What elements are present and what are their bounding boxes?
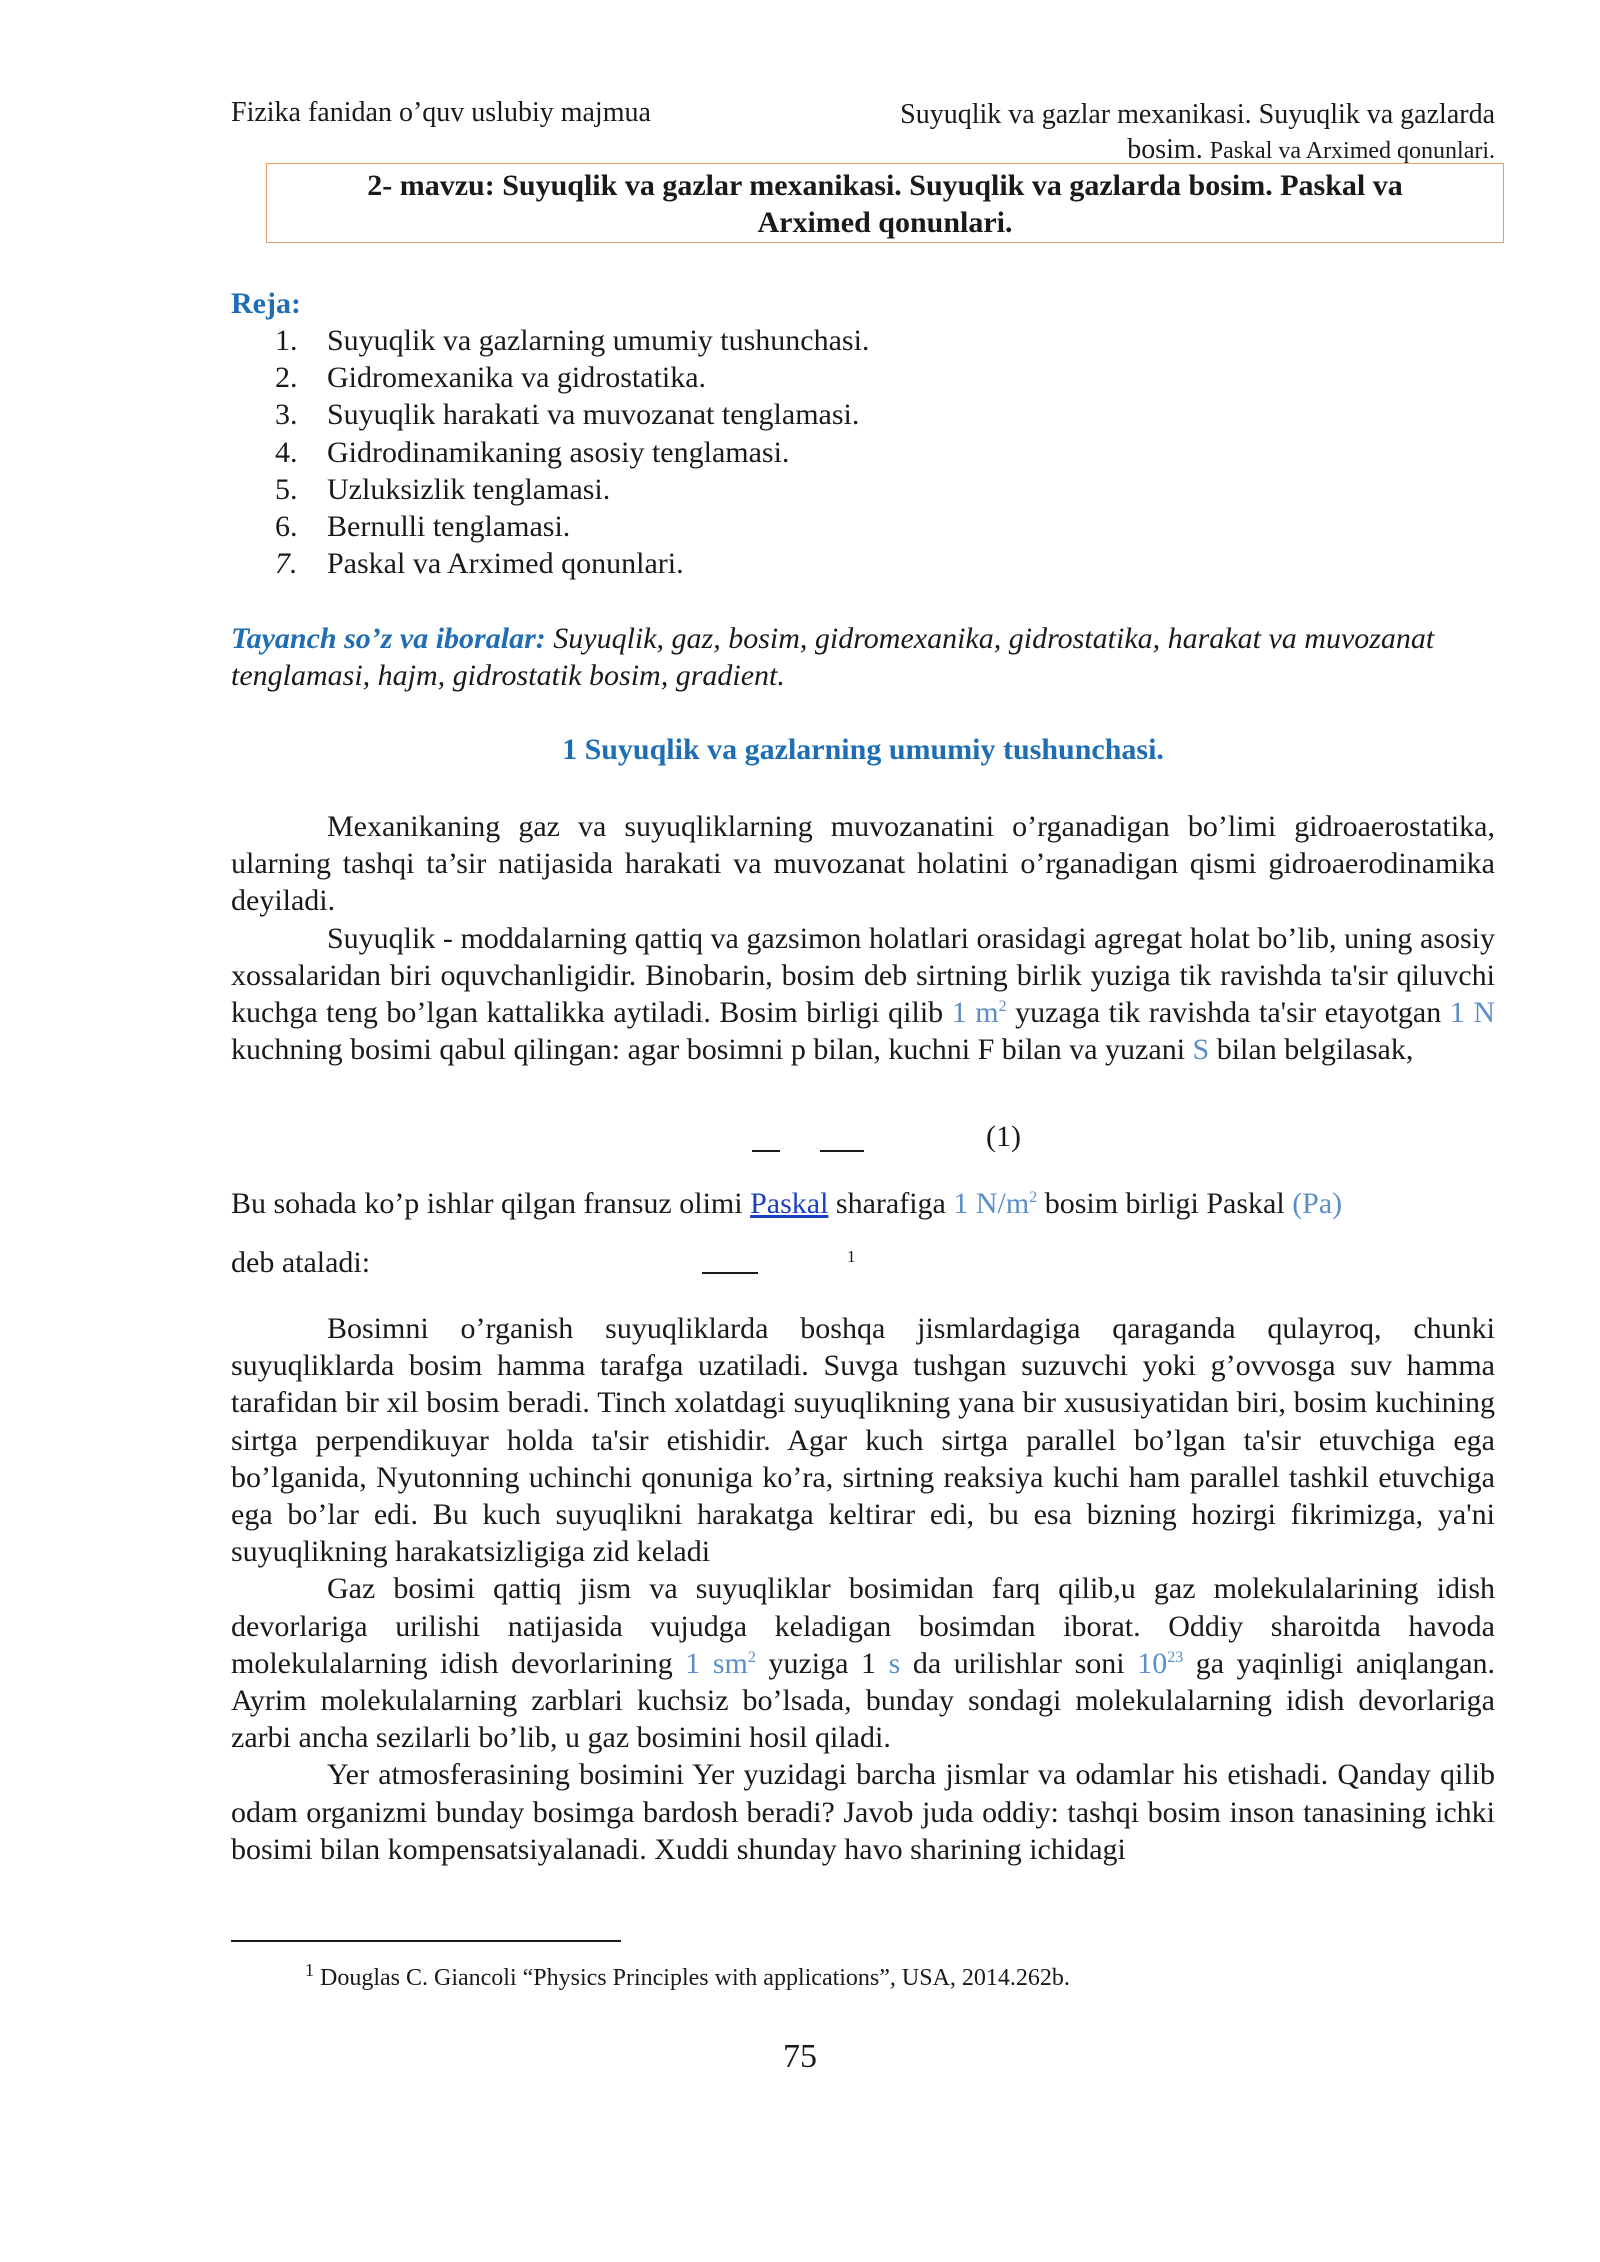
section-title: 1 Suyuqlik va gazlarning umumiy tushunchasi. — [562, 733, 1164, 766]
plan-label: Reja: — [231, 287, 301, 320]
plan-item: 6. Bernulli tenglamasi. — [275, 510, 571, 544]
body-block-1 — [231, 808, 1495, 1068]
equation-dash — [820, 1150, 864, 1152]
topic-title-line1: 2- mavzu: Suyuqlik va gazlar mexanikasi. Suyuqlik va gazlarda bosim. Paskal va — [367, 169, 1403, 202]
paragraph: Bosimni o’rganish suyuqliklarda boshqa jismlardagiga qaraganda qulayroq, chunki suyuqliklarda bosim hamma tarafga uzatiladi. Suvga tushgan suzuvchi yoki g’ovvosga suv hamma tarafidan bir xil bosim beradi. Tinch xolatdagi suyuqlikning yana bir xususiyatidan biri, bosim kuchining sirtga perpendikuyar holda ta'sir etishidir. Agar kuch sirtga parallel bo’lgan ta'sir etuvchiga ega bo’lganida, Nyutonning uchinchi qonuniga ko’ra, sirtning reaksiya kuchi ham parallel tashkil etuvchiga ega bo’lar edi. Bu kuch suyuqlikni harakatga keltirar edi, bu esa bizning hozirgi fikrimizga, ya'ni suyuqlikning harakatsizligiga zid keladi — [231, 1312, 1495, 1569]
footnote-separator — [231, 1940, 621, 1942]
header-right — [795, 97, 1495, 169]
paragraph: Yer atmosferasining bosimini Yer yuzidagi barcha jismlar va odamlar his etishadi. Qanday qilib odam organizmi bunday bosimga bardosh beradi? Javob juda oddiy: tashqi bosim inson tanasining ichki bosimi bilan kompensatsiyalanadi. Xuddi shunday havo sharining ichidagi — [231, 1758, 1495, 1866]
deb-ataladi-line: deb ataladi: — [231, 1246, 371, 1279]
equation-dash — [702, 1272, 758, 1274]
paragraph: Suyuqlik - moddalarning qattiq va gazsimon holatlari orasidagi agregat holat bo’lib, uning asosiy xossalaridan biri oquvchanligidir. Binobarin, bosim deb sirtning birlik yuziga tik ravishda ta'sir qiluvchi kuchga teng bo’lgan kattalikka aytiladi. Bosim birligi qilib 1 $m^2$ yuzaga tik ravishda ta'sir etayotgan 1 N kuchning bosimi qabul qilingan: agar bosimni p bilan, kuchni F bilan va yuzani S bilan belgilasak, — [231, 921, 1496, 1067]
plan-item: 2. Gidromexanika va gidrostatika. — [275, 361, 707, 395]
topic-title-box — [266, 163, 1504, 243]
page-number: 75 — [783, 2038, 817, 2075]
equation-dash — [752, 1150, 780, 1152]
footnote — [305, 1960, 1070, 1992]
footnote-mark: 1 — [305, 1960, 314, 1980]
paskal-line: Bu sohada ko’p ishlar qilgan fransuz olimi Paskal sharafiga 1 $N/m^2$ bosim birligi Paskal (Pa) — [231, 1187, 1343, 1220]
topic-title-line2: Arximed qonunlari. — [757, 206, 1013, 239]
keywords-paragraph — [231, 620, 1495, 694]
plan-list — [275, 322, 869, 582]
plan-item: 5. Uzluksizlik tenglamasi. — [275, 472, 611, 506]
paskal-link[interactable]: Paskal — [750, 1187, 829, 1220]
equation-number: (1) — [986, 1120, 1021, 1153]
footnote-text: Douglas C. Giancoli “Physics Principles with applications”, USA, 2014.262b. — [320, 1965, 1070, 1991]
plan-item: 3. Suyuqlik harakati va muvozanat tenglamasi. — [275, 398, 860, 432]
header-right-line2: bosim. Paskal va Arximed qonunlari. — [1127, 134, 1495, 165]
paragraph: Mexanikaning gaz va suyuqliklarning muvozanatini o’rganadigan bo’limi gidroaerostatika, ularning tashqi ta’sir natijasida harakati va muvozanat holatini o’rganadigan qismi gidroaerodinamika deyiladi. — [231, 810, 1495, 918]
keywords-label: Tayanch so’z va iboralar: — [231, 622, 546, 655]
keywords-text: Suyuqlik, gaz, bosim, gidromexanika, gidrostatika, harakat va muvozanat tenglamasi, hajm, gidrostatik bosim, gradient. — [231, 622, 1435, 693]
header-left: Fizika fanidan o’quv uslubiy majmua — [231, 97, 651, 128]
body-block-2 — [231, 1310, 1495, 1868]
plan-item: 4. Gidrodinamikaning asosiy tenglamasi. — [275, 435, 790, 469]
footnote-reference[interactable]: 1 — [847, 1247, 856, 1266]
equation-1 — [0, 1120, 1600, 1160]
header-right-line1: Suyuqlik va gazlar mexanikasi. Suyuqlik va gazlarda — [900, 99, 1495, 130]
plan-item: 7. Paskal va Arximed qonunlari. — [275, 547, 684, 581]
paragraph: Gaz bosimi qattiq jism va suyuqliklar bosimidan farq qilib,u gaz molekulalarining idish devorlariga urilishi natijasida vujudga keladigan bosimdan iborat. Oddiy sharoitda havoda molekulalarning idish devorlarining 1 $sm^2$ yuziga 1 s da urilishlar soni $10^{23}$ ga yaqinligi aniqlangan. Ayrim molekulalarning zarblari kuchsiz bo’lsada, bunday sondagi molekulalarning idish devorlariga zarbi ancha sezilarli bo’lib, u gaz bosimini hosil qiladi. — [231, 1572, 1496, 1755]
plan-item: 1. Suyuqlik va gazlarning umumiy tushunchasi. — [275, 324, 870, 357]
